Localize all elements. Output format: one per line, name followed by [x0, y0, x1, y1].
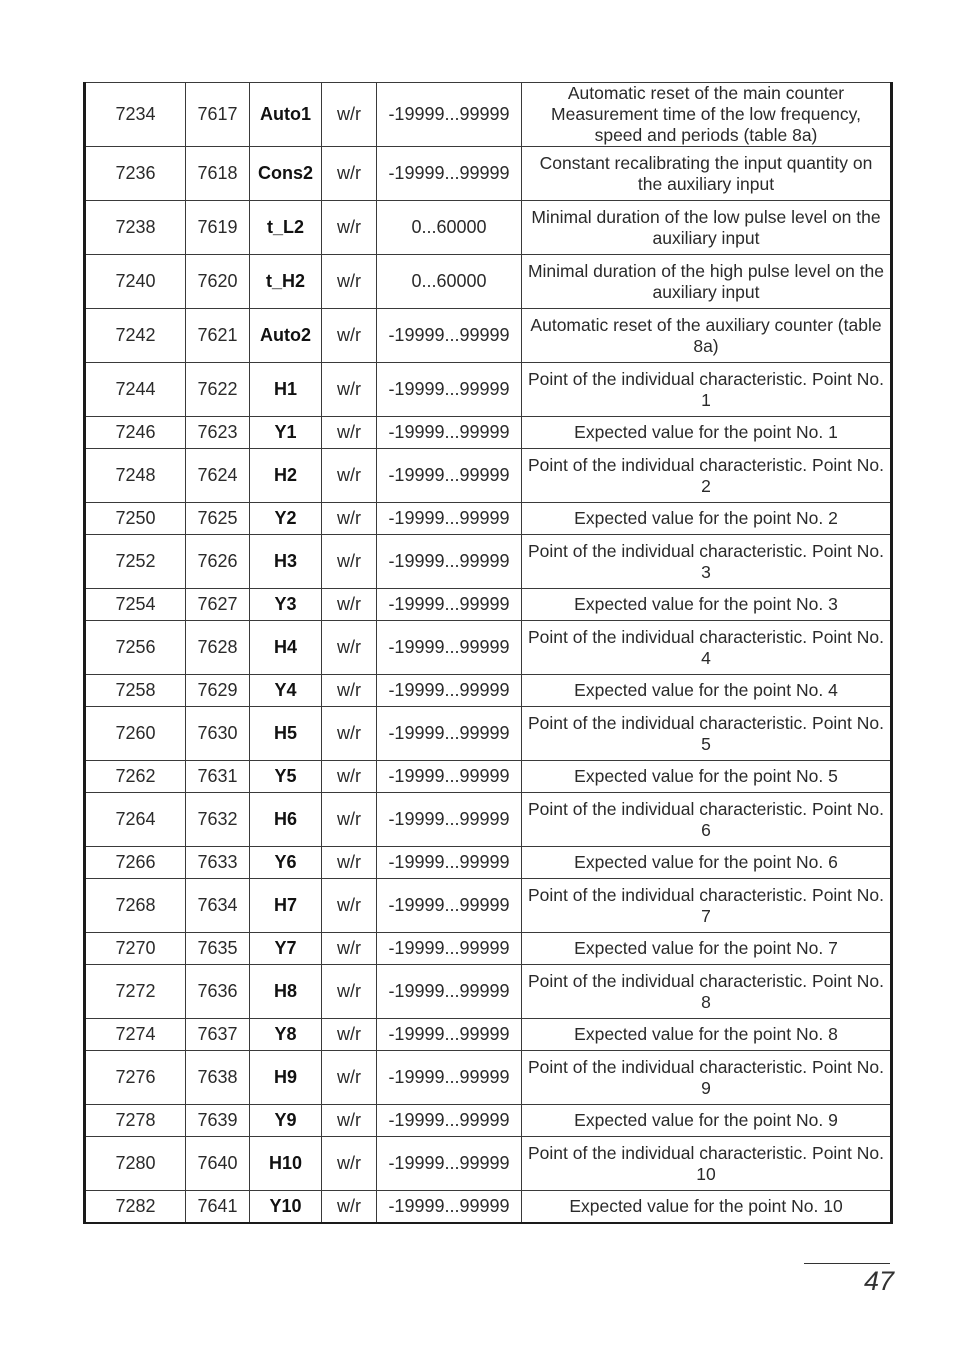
value-range: -19999...99999 [377, 933, 522, 965]
value-range: -19999...99999 [377, 793, 522, 847]
parameter-symbol: H4 [250, 621, 322, 675]
register-address-16bit: 7250 [85, 503, 186, 535]
register-address-32bit: 7624 [186, 449, 250, 503]
table-row [85, 793, 892, 847]
value-range: -19999...99999 [377, 535, 522, 589]
register-address-16bit: 7256 [85, 621, 186, 675]
table-row [85, 449, 892, 503]
register-address-16bit: 7270 [85, 933, 186, 965]
parameter-symbol: Y10 [250, 1191, 322, 1224]
register-address-32bit: 7634 [186, 879, 250, 933]
value-range: -19999...99999 [377, 363, 522, 417]
register-address-16bit: 7262 [85, 761, 186, 793]
access-mode: w/r [322, 589, 377, 621]
parameter-description: Point of the individual characteristic. Point No. 5 [522, 707, 892, 761]
register-address-32bit: 7630 [186, 707, 250, 761]
access-mode: w/r [322, 1105, 377, 1137]
table-row [85, 201, 892, 255]
parameter-symbol: H8 [250, 965, 322, 1019]
register-address-32bit: 7632 [186, 793, 250, 847]
table-row [85, 707, 892, 761]
table-row [85, 965, 892, 1019]
access-mode: w/r [322, 847, 377, 879]
access-mode: w/r [322, 535, 377, 589]
register-address-16bit: 7236 [85, 147, 186, 201]
parameter-symbol: H10 [250, 1137, 322, 1191]
value-range: 0...60000 [377, 255, 522, 309]
register-address-16bit: 7280 [85, 1137, 186, 1191]
register-address-32bit: 7641 [186, 1191, 250, 1224]
register-address-16bit: 7246 [85, 417, 186, 449]
register-address-16bit: 7244 [85, 363, 186, 417]
access-mode: w/r [322, 449, 377, 503]
register-address-32bit: 7618 [186, 147, 250, 201]
register-address-32bit: 7623 [186, 417, 250, 449]
value-range: -19999...99999 [377, 503, 522, 535]
table-row [85, 363, 892, 417]
parameter-symbol: t_H2 [250, 255, 322, 309]
table-row [85, 1051, 892, 1105]
parameter-description: Expected value for the point No. 9 [522, 1105, 892, 1137]
access-mode: w/r [322, 965, 377, 1019]
register-address-32bit: 7617 [186, 83, 250, 147]
table-body [85, 83, 892, 1224]
parameter-symbol: H5 [250, 707, 322, 761]
register-address-32bit: 7621 [186, 309, 250, 363]
access-mode: w/r [322, 83, 377, 147]
parameter-symbol: H9 [250, 1051, 322, 1105]
parameter-description: Point of the individual characteristic. Point No. 3 [522, 535, 892, 589]
register-address-16bit: 7282 [85, 1191, 186, 1224]
value-range: 0...60000 [377, 201, 522, 255]
value-range: -19999...99999 [377, 761, 522, 793]
register-address-16bit: 7278 [85, 1105, 186, 1137]
parameter-description: Minimal duration of the high pulse level on the auxiliary input [522, 255, 892, 309]
parameter-description: Expected value for the point No. 4 [522, 675, 892, 707]
register-address-16bit: 7276 [85, 1051, 186, 1105]
access-mode: w/r [322, 793, 377, 847]
value-range: -19999...99999 [377, 879, 522, 933]
page-number: 47 [863, 1266, 894, 1296]
parameter-description: Expected value for the point No. 6 [522, 847, 892, 879]
register-address-16bit: 7240 [85, 255, 186, 309]
access-mode: w/r [322, 309, 377, 363]
value-range: -19999...99999 [377, 1051, 522, 1105]
register-address-16bit: 7274 [85, 1019, 186, 1051]
parameter-symbol: Y9 [250, 1105, 322, 1137]
access-mode: w/r [322, 621, 377, 675]
value-range: -19999...99999 [377, 1137, 522, 1191]
access-mode: w/r [322, 933, 377, 965]
parameter-description: Automatic reset of the main counter Measurement time of the low frequency, speed and periods (table 8a) [522, 83, 892, 147]
table-row [85, 255, 892, 309]
register-address-16bit: 7238 [85, 201, 186, 255]
register-address-16bit: 7268 [85, 879, 186, 933]
register-address-32bit: 7619 [186, 201, 250, 255]
table-row [85, 761, 892, 793]
table-row [85, 621, 892, 675]
access-mode: w/r [322, 1137, 377, 1191]
value-range: -19999...99999 [377, 675, 522, 707]
value-range: -19999...99999 [377, 309, 522, 363]
table-row [85, 879, 892, 933]
access-mode: w/r [322, 675, 377, 707]
parameter-symbol: H3 [250, 535, 322, 589]
parameter-description: Expected value for the point No. 2 [522, 503, 892, 535]
register-address-32bit: 7636 [186, 965, 250, 1019]
parameter-description: Point of the individual characteristic. Point No. 1 [522, 363, 892, 417]
parameter-symbol: Y7 [250, 933, 322, 965]
register-address-16bit: 7242 [85, 309, 186, 363]
access-mode: w/r [322, 761, 377, 793]
register-address-16bit: 7254 [85, 589, 186, 621]
table-row [85, 1019, 892, 1051]
parameter-description: Point of the individual characteristic. Point No. 8 [522, 965, 892, 1019]
value-range: -19999...99999 [377, 965, 522, 1019]
parameter-description: Expected value for the point No. 1 [522, 417, 892, 449]
table-row [85, 675, 892, 707]
value-range: -19999...99999 [377, 707, 522, 761]
parameter-symbol: Y5 [250, 761, 322, 793]
parameter-symbol: Y8 [250, 1019, 322, 1051]
access-mode: w/r [322, 707, 377, 761]
access-mode: w/r [322, 1191, 377, 1224]
register-address-16bit: 7260 [85, 707, 186, 761]
register-address-16bit: 7266 [85, 847, 186, 879]
table-row [85, 417, 892, 449]
parameter-symbol: t_L2 [250, 201, 322, 255]
register-address-32bit: 7638 [186, 1051, 250, 1105]
parameter-description: Minimal duration of the low pulse level on the auxiliary input [522, 201, 892, 255]
parameter-description: Expected value for the point No. 8 [522, 1019, 892, 1051]
value-range: -19999...99999 [377, 1105, 522, 1137]
register-address-32bit: 7639 [186, 1105, 250, 1137]
access-mode: w/r [322, 147, 377, 201]
value-range: -19999...99999 [377, 147, 522, 201]
access-mode: w/r [322, 363, 377, 417]
value-range: -19999...99999 [377, 847, 522, 879]
value-range: -19999...99999 [377, 83, 522, 147]
register-address-32bit: 7633 [186, 847, 250, 879]
parameter-description: Automatic reset of the auxiliary counter (table 8a) [522, 309, 892, 363]
register-table [83, 82, 893, 1224]
parameter-symbol: H2 [250, 449, 322, 503]
parameter-description: Constant recalibrating the input quantity on the auxiliary input [522, 147, 892, 201]
access-mode: w/r [322, 255, 377, 309]
register-address-32bit: 7628 [186, 621, 250, 675]
value-range: -19999...99999 [377, 589, 522, 621]
register-address-32bit: 7629 [186, 675, 250, 707]
register-address-16bit: 7234 [85, 83, 186, 147]
register-address-32bit: 7625 [186, 503, 250, 535]
parameter-description: Point of the individual characteristic. Point No. 2 [522, 449, 892, 503]
register-address-32bit: 7635 [186, 933, 250, 965]
parameter-description: Point of the individual characteristic. Point No. 4 [522, 621, 892, 675]
parameter-symbol: Y1 [250, 417, 322, 449]
access-mode: w/r [322, 1019, 377, 1051]
register-address-32bit: 7631 [186, 761, 250, 793]
access-mode: w/r [322, 201, 377, 255]
table-row [85, 589, 892, 621]
parameter-symbol: Auto1 [250, 83, 322, 147]
register-address-32bit: 7627 [186, 589, 250, 621]
table-row [85, 83, 892, 147]
table-row [85, 535, 892, 589]
value-range: -19999...99999 [377, 1019, 522, 1051]
register-address-16bit: 7252 [85, 535, 186, 589]
register-address-16bit: 7248 [85, 449, 186, 503]
table-row [85, 933, 892, 965]
parameter-description: Expected value for the point No. 7 [522, 933, 892, 965]
value-range: -19999...99999 [377, 449, 522, 503]
parameter-description: Expected value for the point No. 3 [522, 589, 892, 621]
parameter-symbol: Auto2 [250, 309, 322, 363]
register-address-32bit: 7626 [186, 535, 250, 589]
access-mode: w/r [322, 1051, 377, 1105]
table-row [85, 147, 892, 201]
register-address-16bit: 7264 [85, 793, 186, 847]
parameter-description: Point of the individual characteristic. Point No. 9 [522, 1051, 892, 1105]
parameter-description: Point of the individual characteristic. Point No. 7 [522, 879, 892, 933]
table-row [85, 1137, 892, 1191]
table-row [85, 503, 892, 535]
table-row [85, 847, 892, 879]
parameter-description: Point of the individual characteristic. Point No. 10 [522, 1137, 892, 1191]
table-row [85, 309, 892, 363]
parameter-symbol: Cons2 [250, 147, 322, 201]
parameter-description: Expected value for the point No. 5 [522, 761, 892, 793]
parameter-symbol: Y3 [250, 589, 322, 621]
register-address-32bit: 7620 [186, 255, 250, 309]
register-address-32bit: 7640 [186, 1137, 250, 1191]
register-address-16bit: 7258 [85, 675, 186, 707]
table-row [85, 1105, 892, 1137]
access-mode: w/r [322, 879, 377, 933]
register-address-32bit: 7637 [186, 1019, 250, 1051]
register-address-32bit: 7622 [186, 363, 250, 417]
access-mode: w/r [322, 503, 377, 535]
parameter-symbol: Y2 [250, 503, 322, 535]
parameter-description: Expected value for the point No. 10 [522, 1191, 892, 1224]
value-range: -19999...99999 [377, 1191, 522, 1224]
footer-rule [804, 1263, 890, 1264]
table-row [85, 1191, 892, 1224]
register-address-16bit: 7272 [85, 965, 186, 1019]
value-range: -19999...99999 [377, 621, 522, 675]
parameter-symbol: Y6 [250, 847, 322, 879]
parameter-symbol: Y4 [250, 675, 322, 707]
parameter-symbol: H7 [250, 879, 322, 933]
parameter-symbol: H1 [250, 363, 322, 417]
access-mode: w/r [322, 417, 377, 449]
value-range: -19999...99999 [377, 417, 522, 449]
parameter-symbol: H6 [250, 793, 322, 847]
parameter-description: Point of the individual characteristic. Point No. 6 [522, 793, 892, 847]
